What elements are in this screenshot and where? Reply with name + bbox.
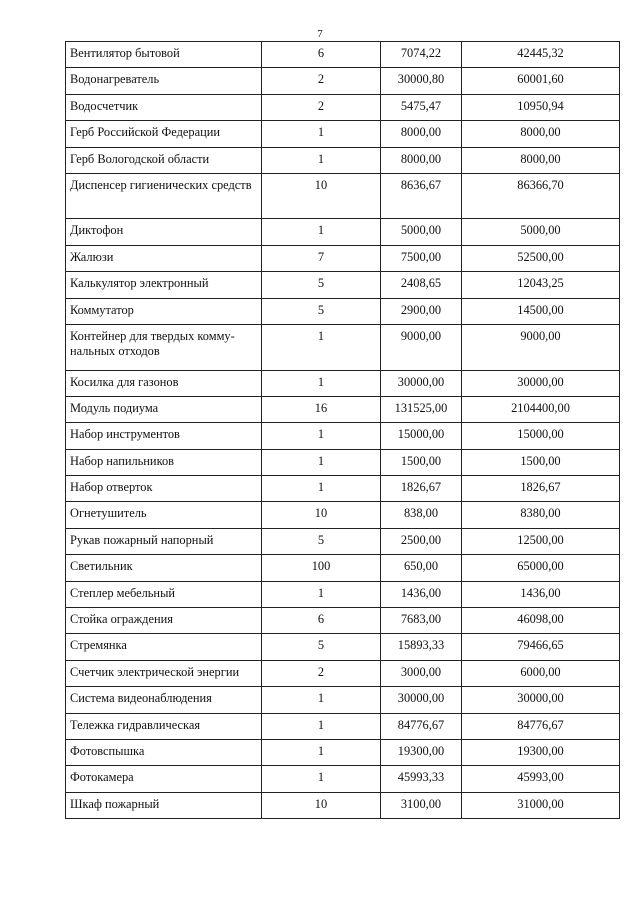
table-row [66, 396, 620, 422]
item-name-cell: Водонагреватель [66, 68, 262, 94]
item-name-cell: Контейнер для твердых комму-нальных отходов [66, 325, 262, 371]
item-name-cell: Набор инструментов [66, 423, 262, 449]
item-price-cell: 131525,00 [381, 396, 462, 422]
item-name-cell: Стремянка [66, 634, 262, 660]
table-row [66, 581, 620, 607]
item-total-cell: 1436,00 [462, 581, 620, 607]
table-row [66, 739, 620, 765]
item-total-cell: 8380,00 [462, 502, 620, 528]
item-total-cell: 12043,25 [462, 272, 620, 298]
item-name-cell: Огнетушитель [66, 502, 262, 528]
item-quantity-cell: 5 [262, 298, 381, 324]
table-row [66, 68, 620, 94]
item-price-cell: 1500,00 [381, 449, 462, 475]
item-quantity-cell: 16 [262, 396, 381, 422]
item-total-cell: 60001,60 [462, 68, 620, 94]
page-number: 7 [317, 28, 323, 40]
items-table-body [66, 42, 620, 819]
item-name-cell: Стойка ограждения [66, 608, 262, 634]
item-price-cell: 650,00 [381, 555, 462, 581]
item-total-cell: 6000,00 [462, 660, 620, 686]
item-total-cell: 30000,00 [462, 687, 620, 713]
item-price-cell: 1436,00 [381, 581, 462, 607]
table-row [66, 555, 620, 581]
item-quantity-cell: 10 [262, 502, 381, 528]
item-quantity-cell: 1 [262, 739, 381, 765]
item-quantity-cell: 1 [262, 147, 381, 173]
item-total-cell: 12500,00 [462, 528, 620, 554]
table-row [66, 370, 620, 396]
item-total-cell: 46098,00 [462, 608, 620, 634]
item-quantity-cell: 1 [262, 370, 381, 396]
item-total-cell: 45993,00 [462, 766, 620, 792]
item-name-cell: Степлер мебельный [66, 581, 262, 607]
item-price-cell: 8636,67 [381, 173, 462, 219]
table-row [66, 608, 620, 634]
item-name-cell: Диктофон [66, 219, 262, 245]
item-total-cell: 84776,67 [462, 713, 620, 739]
item-quantity-cell: 5 [262, 272, 381, 298]
table-row [66, 766, 620, 792]
item-price-cell: 8000,00 [381, 121, 462, 147]
item-quantity-cell: 7 [262, 245, 381, 271]
item-price-cell: 2900,00 [381, 298, 462, 324]
item-total-cell: 8000,00 [462, 147, 620, 173]
item-price-cell: 15000,00 [381, 423, 462, 449]
item-name-cell: Герб Российской Федерации [66, 121, 262, 147]
item-total-cell: 10950,94 [462, 94, 620, 120]
item-price-cell: 15893,33 [381, 634, 462, 660]
item-quantity-cell: 10 [262, 173, 381, 219]
item-quantity-cell: 1 [262, 325, 381, 371]
item-total-cell: 15000,00 [462, 423, 620, 449]
item-total-cell: 42445,32 [462, 42, 620, 68]
item-name-cell: Набор отверток [66, 476, 262, 502]
table-row [66, 502, 620, 528]
item-name-cell: Фотовспышка [66, 739, 262, 765]
item-quantity-cell: 1 [262, 423, 381, 449]
item-quantity-cell: 1 [262, 121, 381, 147]
item-quantity-cell: 1 [262, 581, 381, 607]
item-name-cell: Водосчетчик [66, 94, 262, 120]
item-name-cell: Светильник [66, 555, 262, 581]
item-total-cell: 31000,00 [462, 792, 620, 818]
item-price-cell: 838,00 [381, 502, 462, 528]
item-quantity-cell: 1 [262, 449, 381, 475]
table-row [66, 272, 620, 298]
item-price-cell: 3000,00 [381, 660, 462, 686]
item-name-cell: Фотокамера [66, 766, 262, 792]
item-quantity-cell: 1 [262, 219, 381, 245]
item-price-cell: 30000,00 [381, 370, 462, 396]
item-name-cell: Калькулятор электронный [66, 272, 262, 298]
item-quantity-cell: 5 [262, 634, 381, 660]
item-price-cell: 30000,80 [381, 68, 462, 94]
table-row [66, 792, 620, 818]
item-total-cell: 52500,00 [462, 245, 620, 271]
item-name-cell: Коммутатор [66, 298, 262, 324]
item-price-cell: 8000,00 [381, 147, 462, 173]
item-name-cell: Система видеонаблюдения [66, 687, 262, 713]
table-row [66, 528, 620, 554]
item-price-cell: 9000,00 [381, 325, 462, 371]
item-name-cell: Рукав пожарный напорный [66, 528, 262, 554]
table-row [66, 94, 620, 120]
table-row [66, 449, 620, 475]
item-name-cell: Жалюзи [66, 245, 262, 271]
item-quantity-cell: 10 [262, 792, 381, 818]
table-row [66, 325, 620, 371]
item-quantity-cell: 1 [262, 766, 381, 792]
item-quantity-cell: 1 [262, 713, 381, 739]
table-row [66, 245, 620, 271]
item-price-cell: 5000,00 [381, 219, 462, 245]
item-total-cell: 14500,00 [462, 298, 620, 324]
item-price-cell: 84776,67 [381, 713, 462, 739]
item-total-cell: 86366,70 [462, 173, 620, 219]
table-row [66, 42, 620, 68]
item-total-cell: 9000,00 [462, 325, 620, 371]
item-price-cell: 1826,67 [381, 476, 462, 502]
item-name-cell: Тележка гидравлическая [66, 713, 262, 739]
item-name-cell: Набор напильников [66, 449, 262, 475]
item-quantity-cell: 2 [262, 660, 381, 686]
item-total-cell: 30000,00 [462, 370, 620, 396]
item-total-cell: 1826,67 [462, 476, 620, 502]
item-price-cell: 3100,00 [381, 792, 462, 818]
item-quantity-cell: 100 [262, 555, 381, 581]
table-row [66, 660, 620, 686]
item-total-cell: 19300,00 [462, 739, 620, 765]
item-name-cell: Герб Вологодской области [66, 147, 262, 173]
table-row [66, 147, 620, 173]
item-name-cell: Шкаф пожарный [66, 792, 262, 818]
item-name-cell: Диспенсер гигиенических средств [66, 173, 262, 219]
item-quantity-cell: 2 [262, 68, 381, 94]
item-price-cell: 2408,65 [381, 272, 462, 298]
item-price-cell: 2500,00 [381, 528, 462, 554]
table-row [66, 219, 620, 245]
table-row [66, 476, 620, 502]
item-quantity-cell: 5 [262, 528, 381, 554]
item-name-cell: Счетчик электрической энергии [66, 660, 262, 686]
item-price-cell: 5475,47 [381, 94, 462, 120]
item-name-cell: Косилка для газонов [66, 370, 262, 396]
table-row [66, 687, 620, 713]
items-table [65, 41, 620, 819]
table-row [66, 423, 620, 449]
item-price-cell: 45993,33 [381, 766, 462, 792]
item-total-cell: 8000,00 [462, 121, 620, 147]
item-quantity-cell: 6 [262, 608, 381, 634]
item-total-cell: 79466,65 [462, 634, 620, 660]
item-quantity-cell: 2 [262, 94, 381, 120]
item-name-cell: Вентилятор бытовой [66, 42, 262, 68]
item-price-cell: 7074,22 [381, 42, 462, 68]
table-row [66, 713, 620, 739]
item-price-cell: 7683,00 [381, 608, 462, 634]
item-price-cell: 30000,00 [381, 687, 462, 713]
item-total-cell: 5000,00 [462, 219, 620, 245]
table-row [66, 173, 620, 219]
item-total-cell: 2104400,00 [462, 396, 620, 422]
table-row [66, 298, 620, 324]
item-quantity-cell: 1 [262, 687, 381, 713]
item-total-cell: 65000,00 [462, 555, 620, 581]
item-quantity-cell: 1 [262, 476, 381, 502]
table-row [66, 634, 620, 660]
item-price-cell: 19300,00 [381, 739, 462, 765]
table-row [66, 121, 620, 147]
item-quantity-cell: 6 [262, 42, 381, 68]
item-total-cell: 1500,00 [462, 449, 620, 475]
item-price-cell: 7500,00 [381, 245, 462, 271]
item-name-cell: Модуль подиума [66, 396, 262, 422]
